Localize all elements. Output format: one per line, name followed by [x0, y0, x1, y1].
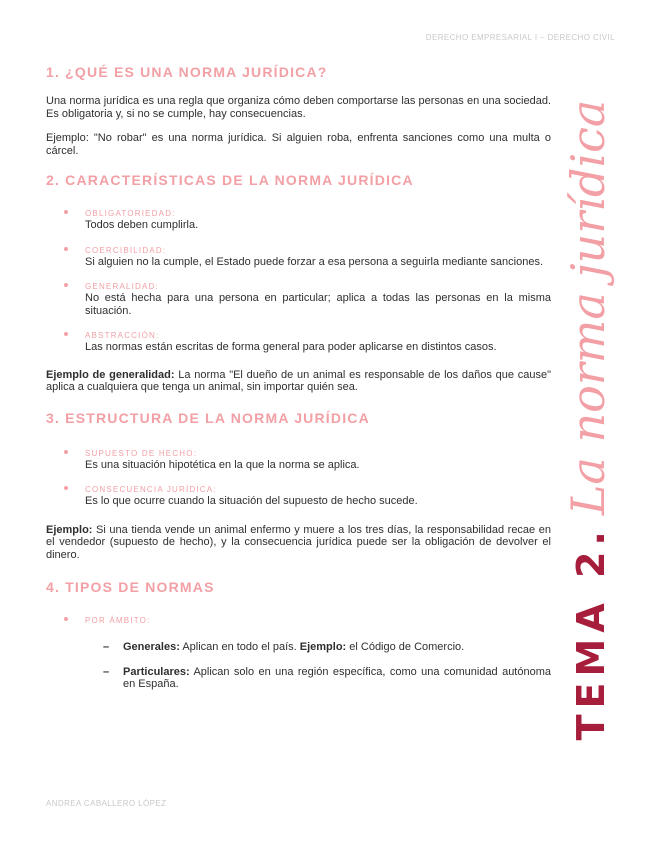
- dash-icon: –: [103, 641, 110, 653]
- list-item-consecuencia-juridica: [46, 485, 551, 508]
- subitem-term: Generales:: [123, 641, 180, 653]
- subitem-particulares: [46, 666, 551, 691]
- section-4-heading: 4. TIPOS DE NORMAS: [46, 579, 215, 595]
- section-2-example: [46, 369, 551, 394]
- item-text: Todos deben cumplirla.: [85, 219, 199, 231]
- list-item-por-ambito: [46, 616, 551, 626]
- list-item-obligatoriedad: [46, 209, 551, 232]
- side-title: [561, 99, 615, 741]
- item-label: COERCIBILIDAD:: [85, 245, 167, 255]
- list-item-abstraccion: [46, 331, 551, 354]
- subitem-term: Particulares:: [123, 665, 190, 678]
- section-1-example: [46, 132, 551, 157]
- example-text: "No robar" es una norma jurídica. Si alguien roba, enfrenta sanciones como una multa o cárcel.: [46, 132, 551, 157]
- list-item-coercibilidad: [46, 246, 551, 269]
- example-text: el Código de Comercio.: [346, 641, 465, 653]
- section-2-heading: 2. CARACTERÍSTICAS DE LA NORMA JURÍDICA: [46, 172, 414, 188]
- item-text: Es una situación hipotética en la que la norma se aplica.: [85, 458, 360, 471]
- item-label: OBLIGATORIEDAD:: [85, 209, 176, 218]
- section-1-intro: Una norma jurídica es una regla que organiza cómo deben comportarse las personas en una sociedad. Es obligatoria y, si no se cumple, hay consecuencias.: [46, 95, 551, 120]
- side-title-subject: La norma jurídica: [561, 99, 615, 516]
- bullet-icon: [64, 450, 68, 454]
- bullet-icon: [64, 247, 68, 251]
- dash-icon: –: [103, 665, 110, 678]
- example-label: Ejemplo de generalidad:: [46, 368, 175, 381]
- footer-author-label: ANDREA CABALLERO LÓPEZ: [46, 799, 167, 808]
- main-content: [46, 60, 551, 691]
- bullet-icon: [64, 617, 68, 621]
- section-1-heading: 1. ¿QUÉ ES UNA NORMA JURÍDICA?: [46, 64, 328, 80]
- item-label: CONSECUENCIA JURÍDICA:: [85, 485, 217, 494]
- item-label: POR ÁMBITO:: [85, 616, 151, 625]
- side-title-number: TEMA 2.: [569, 525, 613, 741]
- subitem-text: Aplican en todo el país.: [179, 641, 300, 653]
- section-3-heading: 3. ESTRUCTURA DE LA NORMA JURÍDICA: [46, 409, 370, 426]
- list-item-generalidad: [46, 282, 551, 317]
- item-text: No está hecha para una persona en particular; aplica a todas las personas en la misma situación.: [85, 292, 551, 317]
- example-label: Ejemplo:: [46, 523, 93, 536]
- item-text: Es lo que ocurre cuando la situación del supuesto de hecho sucede.: [85, 495, 418, 507]
- item-label: GENERALIDAD:: [85, 282, 159, 291]
- header-course-label: DERECHO EMPRESARIAL I – DERECHO CIVIL: [425, 33, 615, 42]
- bullet-icon: [64, 283, 68, 287]
- subitem-text: Aplican solo en una región específica, como una comunidad autónoma en España.: [123, 665, 551, 690]
- example-label: Ejemplo:: [299, 641, 347, 653]
- bullet-icon: [64, 332, 68, 336]
- bullet-icon: [64, 210, 68, 214]
- example-text: Si una tienda vende un animal enfermo y muere a los tres días, la responsabilidad recae en el vendedor (supuesto de hecho), y la consecuencia jurídica puede ser la obligación de devolver el dinero.: [46, 523, 551, 561]
- section-3-example: [46, 524, 551, 562]
- subitem-generales: [46, 641, 551, 654]
- item-label: ABSTRACCIÓN:: [85, 331, 160, 340]
- bullet-icon: [64, 486, 68, 490]
- list-item-supuesto-de-hecho: [46, 449, 551, 472]
- item-text: Las normas están escritas de forma general para poder aplicarse en distintos casos.: [85, 341, 497, 353]
- item-label: SUPUESTO DE HECHO:: [85, 448, 198, 458]
- example-label: Ejemplo:: [46, 132, 89, 144]
- item-text: Si alguien no la cumple, el Estado puede forzar a esa persona a seguirla mediante sanciones.: [85, 255, 544, 268]
- example-text: La norma "El dueño de un animal es responsable de los daños que cause" aplica a cualquiera que tenga un animal, sin importar quién sea.: [46, 368, 552, 393]
